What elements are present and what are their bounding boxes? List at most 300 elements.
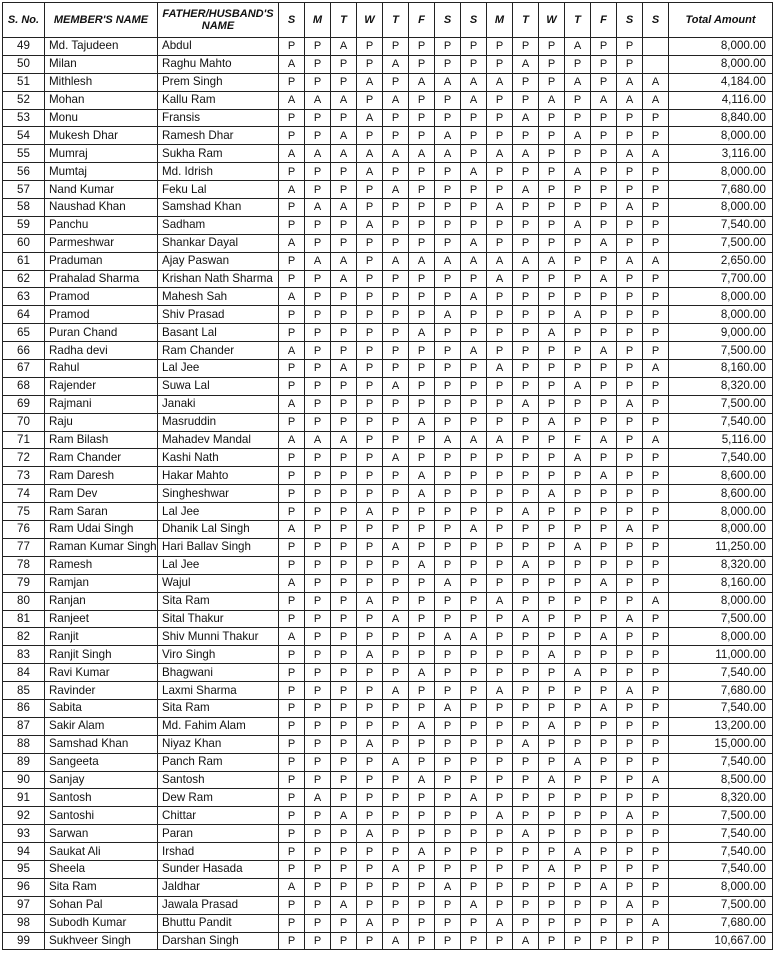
attendance-cell: P (591, 199, 617, 217)
attendance-cell: P (487, 449, 513, 467)
attendance-cell: P (487, 860, 513, 878)
attendance-cell: P (539, 342, 565, 360)
attendance-cell: P (357, 395, 383, 413)
attendance-cell: A (513, 610, 539, 628)
attendance-cell: P (617, 127, 643, 145)
total-amount-cell: 10,667.00 (669, 932, 773, 950)
attendance-cell: P (461, 538, 487, 556)
attendance-cell: P (513, 342, 539, 360)
attendance-cell: P (565, 574, 591, 592)
attendance-cell: P (279, 735, 305, 753)
attendance-cell: A (409, 717, 435, 735)
serial-number-cell: 55 (3, 145, 45, 163)
attendance-cell: P (539, 914, 565, 932)
attendance-cell: P (461, 610, 487, 628)
attendance-cell: P (617, 431, 643, 449)
attendance-cell: P (617, 860, 643, 878)
member-name-cell: Sabita (45, 699, 158, 717)
father-name-cell: Suwa Lal (158, 377, 279, 395)
attendance-cell: P (461, 38, 487, 56)
attendance-cell: P (331, 699, 357, 717)
attendance-cell: P (643, 556, 669, 574)
member-name-cell: Parmeshwar (45, 234, 158, 252)
attendance-cell: P (565, 860, 591, 878)
attendance-cell: P (409, 503, 435, 521)
attendance-cell: P (305, 342, 331, 360)
table-row (3, 38, 773, 56)
attendance-cell: P (461, 145, 487, 163)
attendance-cell: P (383, 485, 409, 503)
table-row (3, 753, 773, 771)
attendance-cell: P (539, 216, 565, 234)
attendance-cell: P (591, 807, 617, 825)
attendance-cell: P (409, 628, 435, 646)
father-name-cell: Dhanik Lal Singh (158, 521, 279, 539)
attendance-cell: A (513, 556, 539, 574)
father-name-cell: Shiv Prasad (158, 306, 279, 324)
attendance-cell: P (461, 843, 487, 861)
attendance-cell: P (383, 73, 409, 91)
attendance-cell: P (383, 896, 409, 914)
attendance-cell: P (461, 735, 487, 753)
attendance-cell: P (539, 360, 565, 378)
father-name-cell: Panch Ram (158, 753, 279, 771)
attendance-cell: A (331, 145, 357, 163)
attendance-cell: A (305, 199, 331, 217)
attendance-cell: P (383, 467, 409, 485)
attendance-cell: P (539, 735, 565, 753)
attendance-cell: P (357, 91, 383, 109)
attendance-cell: A (331, 360, 357, 378)
attendance-cell: P (513, 646, 539, 664)
header-father-name: FATHER/HUSBAND'S NAME (158, 3, 279, 38)
attendance-cell: P (383, 664, 409, 682)
table-row (3, 843, 773, 861)
attendance-cell: P (513, 699, 539, 717)
father-name-cell: Sukha Ram (158, 145, 279, 163)
attendance-cell: P (539, 431, 565, 449)
attendance-cell: P (435, 932, 461, 950)
table-row (3, 270, 773, 288)
member-name-cell: Ram Daresh (45, 467, 158, 485)
total-amount-cell: 7,540.00 (669, 216, 773, 234)
attendance-cell: P (565, 682, 591, 700)
attendance-cell: P (409, 699, 435, 717)
attendance-cell: P (435, 324, 461, 342)
serial-number-cell: 68 (3, 377, 45, 395)
serial-number-cell: 71 (3, 431, 45, 449)
attendance-cell: P (617, 216, 643, 234)
total-amount-cell: 8,000.00 (669, 288, 773, 306)
attendance-cell: P (305, 234, 331, 252)
attendance-cell: P (487, 896, 513, 914)
attendance-cell: P (513, 753, 539, 771)
attendance-cell: P (591, 538, 617, 556)
attendance-cell: P (383, 914, 409, 932)
attendance-cell: P (279, 932, 305, 950)
serial-number-cell: 99 (3, 932, 45, 950)
attendance-cell: P (487, 538, 513, 556)
attendance-cell: A (539, 771, 565, 789)
attendance-cell: P (539, 610, 565, 628)
attendance-cell: P (305, 699, 331, 717)
total-amount-cell: 7,540.00 (669, 860, 773, 878)
attendance-cell: P (539, 199, 565, 217)
member-name-cell: Rahul (45, 360, 158, 378)
attendance-cell: A (591, 878, 617, 896)
member-name-cell: Sheela (45, 860, 158, 878)
attendance-cell: A (565, 163, 591, 181)
attendance-cell: A (383, 449, 409, 467)
attendance-cell: A (565, 377, 591, 395)
attendance-cell: A (487, 73, 513, 91)
attendance-cell: A (643, 771, 669, 789)
attendance-cell: P (409, 199, 435, 217)
attendance-cell: P (539, 843, 565, 861)
member-name-cell: Ram Dev (45, 485, 158, 503)
attendance-cell: P (331, 628, 357, 646)
table-row (3, 252, 773, 270)
attendance-cell: P (357, 449, 383, 467)
serial-number-cell: 90 (3, 771, 45, 789)
attendance-cell: P (279, 485, 305, 503)
attendance-cell: P (539, 181, 565, 199)
serial-number-cell: 92 (3, 807, 45, 825)
table-row (3, 628, 773, 646)
attendance-cell: P (357, 467, 383, 485)
attendance-cell: P (487, 324, 513, 342)
attendance-cell: A (383, 377, 409, 395)
total-amount-cell: 8,320.00 (669, 377, 773, 395)
attendance-cell: P (461, 216, 487, 234)
attendance-cell: P (279, 610, 305, 628)
attendance-cell: P (487, 789, 513, 807)
attendance-cell: P (513, 467, 539, 485)
attendance-cell: P (331, 55, 357, 73)
attendance-cell: A (461, 789, 487, 807)
table-row (3, 771, 773, 789)
attendance-cell: P (643, 324, 669, 342)
attendance-cell: P (357, 485, 383, 503)
table-row (3, 342, 773, 360)
total-amount-cell: 7,500.00 (669, 807, 773, 825)
attendance-cell: P (461, 717, 487, 735)
total-amount-cell: 8,000.00 (669, 55, 773, 73)
attendance-cell: P (305, 932, 331, 950)
attendance-cell: P (279, 753, 305, 771)
attendance-cell: P (591, 914, 617, 932)
attendance-cell: P (539, 825, 565, 843)
attendance-cell: A (513, 181, 539, 199)
father-name-cell: Abdul (158, 38, 279, 56)
attendance-cell: P (461, 807, 487, 825)
attendance-cell: P (305, 717, 331, 735)
header-sno: S. No. (3, 3, 45, 38)
attendance-cell: P (409, 521, 435, 539)
serial-number-cell: 74 (3, 485, 45, 503)
attendance-cell: P (461, 664, 487, 682)
attendance-cell: A (461, 288, 487, 306)
attendance-cell: P (305, 109, 331, 127)
attendance-cell: P (487, 377, 513, 395)
attendance-cell: P (643, 485, 669, 503)
attendance-cell: P (617, 574, 643, 592)
attendance-cell: P (279, 38, 305, 56)
attendance-cell: P (643, 538, 669, 556)
attendance-cell: P (539, 932, 565, 950)
attendance-cell: A (383, 252, 409, 270)
serial-number-cell: 70 (3, 413, 45, 431)
attendance-cell: A (435, 574, 461, 592)
attendance-cell: P (539, 449, 565, 467)
attendance-cell: P (539, 127, 565, 145)
serial-number-cell: 80 (3, 592, 45, 610)
attendance-cell: P (513, 843, 539, 861)
father-name-cell: Raghu Mahto (158, 55, 279, 73)
member-name-cell: Monu (45, 109, 158, 127)
attendance-cell: P (617, 360, 643, 378)
table-row (3, 413, 773, 431)
attendance-cell: A (357, 503, 383, 521)
serial-number-cell: 94 (3, 843, 45, 861)
attendance-cell: P (279, 682, 305, 700)
attendance-cell: P (331, 163, 357, 181)
serial-number-cell: 93 (3, 825, 45, 843)
attendance-cell: P (383, 395, 409, 413)
father-name-cell: Ajay Paswan (158, 252, 279, 270)
table-row (3, 91, 773, 109)
attendance-cell: P (383, 574, 409, 592)
attendance-cell: P (461, 646, 487, 664)
attendance-cell: P (409, 807, 435, 825)
attendance-cell: P (383, 360, 409, 378)
total-amount-cell: 7,500.00 (669, 610, 773, 628)
table-row (3, 306, 773, 324)
attendance-cell: P (643, 664, 669, 682)
attendance-cell: P (591, 127, 617, 145)
attendance-cell: P (565, 55, 591, 73)
attendance-cell: P (617, 503, 643, 521)
attendance-cell: P (487, 413, 513, 431)
member-name-cell: Sangeeta (45, 753, 158, 771)
table-row (3, 467, 773, 485)
attendance-cell: A (513, 55, 539, 73)
attendance-cell: P (487, 503, 513, 521)
attendance-cell: P (539, 377, 565, 395)
attendance-cell: P (539, 556, 565, 574)
father-name-cell: Basant Lal (158, 324, 279, 342)
attendance-cell: A (591, 699, 617, 717)
attendance-cell: A (643, 73, 669, 91)
member-name-cell: Mithlesh (45, 73, 158, 91)
attendance-cell: P (383, 127, 409, 145)
attendance-cell: P (539, 270, 565, 288)
header-day: S (435, 3, 461, 38)
attendance-cell: P (409, 127, 435, 145)
attendance-cell: P (565, 610, 591, 628)
attendance-cell: P (513, 628, 539, 646)
attendance-cell: F (565, 431, 591, 449)
attendance-cell: P (383, 592, 409, 610)
attendance-cell: P (305, 610, 331, 628)
attendance-cell: A (331, 91, 357, 109)
attendance-cell: P (279, 592, 305, 610)
attendance-cell: P (279, 270, 305, 288)
table-row (3, 288, 773, 306)
attendance-cell: A (513, 145, 539, 163)
attendance-cell: P (357, 270, 383, 288)
table-row (3, 592, 773, 610)
attendance-cell: P (435, 664, 461, 682)
attendance-cell: A (357, 216, 383, 234)
attendance-cell: P (435, 753, 461, 771)
father-name-cell: Viro Singh (158, 646, 279, 664)
attendance-cell: P (305, 771, 331, 789)
attendance-cell: P (591, 735, 617, 753)
attendance-cell: P (539, 163, 565, 181)
attendance-cell: P (331, 109, 357, 127)
attendance-cell: P (617, 306, 643, 324)
serial-number-cell: 83 (3, 646, 45, 664)
attendance-cell: P (331, 181, 357, 199)
attendance-cell: P (357, 234, 383, 252)
attendance-cell: P (435, 521, 461, 539)
total-amount-cell: 8,000.00 (669, 306, 773, 324)
attendance-cell: P (279, 556, 305, 574)
attendance-cell: P (279, 377, 305, 395)
attendance-cell: A (409, 467, 435, 485)
father-name-cell: Bhagwani (158, 664, 279, 682)
member-name-cell: Ranjit (45, 628, 158, 646)
attendance-cell: P (565, 145, 591, 163)
attendance-cell: P (617, 664, 643, 682)
member-name-cell: Samshad Khan (45, 735, 158, 753)
member-name-cell: Sakir Alam (45, 717, 158, 735)
attendance-cell: A (383, 753, 409, 771)
attendance-cell: P (487, 38, 513, 56)
attendance-cell: P (617, 342, 643, 360)
attendance-cell: P (331, 574, 357, 592)
attendance-cell: A (487, 145, 513, 163)
attendance-cell: P (461, 449, 487, 467)
attendance-cell: P (435, 270, 461, 288)
attendance-cell: P (279, 914, 305, 932)
father-name-cell: Lal Jee (158, 360, 279, 378)
table-row (3, 556, 773, 574)
attendance-cell: P (357, 324, 383, 342)
table-row (3, 610, 773, 628)
member-name-cell: Raju (45, 413, 158, 431)
attendance-cell: P (435, 199, 461, 217)
attendance-cell: A (643, 145, 669, 163)
serial-number-cell: 56 (3, 163, 45, 181)
header-day: S (461, 3, 487, 38)
attendance-cell: P (279, 413, 305, 431)
serial-number-cell: 49 (3, 38, 45, 56)
attendance-cell: P (409, 181, 435, 199)
attendance-cell: A (279, 395, 305, 413)
attendance-cell: P (565, 914, 591, 932)
attendance-cell: P (461, 503, 487, 521)
attendance-cell: P (513, 288, 539, 306)
attendance-cell: P (305, 449, 331, 467)
attendance-cell: P (383, 771, 409, 789)
attendance-cell: A (461, 234, 487, 252)
attendance-cell: P (643, 682, 669, 700)
member-name-cell: Prahalad Sharma (45, 270, 158, 288)
attendance-cell: P (383, 431, 409, 449)
total-amount-cell: 8,320.00 (669, 556, 773, 574)
attendance-cell: A (409, 843, 435, 861)
attendance-cell: A (591, 628, 617, 646)
attendance-cell: P (565, 342, 591, 360)
father-name-cell: Chittar (158, 807, 279, 825)
attendance-cell: P (461, 377, 487, 395)
attendance-cell: A (617, 682, 643, 700)
attendance-cell: P (279, 216, 305, 234)
attendance-cell: P (409, 270, 435, 288)
attendance-cell: P (331, 521, 357, 539)
attendance-cell: P (357, 521, 383, 539)
attendance-cell: P (409, 449, 435, 467)
father-name-cell: Niyaz Khan (158, 735, 279, 753)
header-day: M (305, 3, 331, 38)
attendance-cell: A (279, 521, 305, 539)
table-row (3, 181, 773, 199)
attendance-cell: P (591, 306, 617, 324)
attendance-cell: P (279, 360, 305, 378)
father-name-cell: Shiv Munni Thakur (158, 628, 279, 646)
attendance-cell: P (357, 38, 383, 56)
attendance-cell: P (279, 306, 305, 324)
attendance-cell: P (331, 682, 357, 700)
attendance-cell: P (591, 771, 617, 789)
attendance-cell: P (357, 610, 383, 628)
attendance-cell: P (435, 556, 461, 574)
attendance-cell: P (279, 789, 305, 807)
attendance-cell: P (383, 735, 409, 753)
table-row (3, 789, 773, 807)
serial-number-cell: 81 (3, 610, 45, 628)
attendance-cell: A (565, 753, 591, 771)
total-amount-cell: 7,500.00 (669, 395, 773, 413)
attendance-cell: A (279, 55, 305, 73)
attendance-cell: P (305, 896, 331, 914)
attendance-cell: P (331, 413, 357, 431)
attendance-cell: P (487, 521, 513, 539)
attendance-cell: P (539, 699, 565, 717)
attendance-cell: P (591, 556, 617, 574)
attendance-cell: A (539, 252, 565, 270)
attendance-cell: A (461, 73, 487, 91)
attendance-cell: P (331, 216, 357, 234)
serial-number-cell: 79 (3, 574, 45, 592)
attendance-cell: P (539, 38, 565, 56)
attendance-cell: P (305, 538, 331, 556)
member-name-cell: Nand Kumar (45, 181, 158, 199)
total-amount-cell: 8,000.00 (669, 878, 773, 896)
total-amount-cell: 7,540.00 (669, 413, 773, 431)
attendance-cell: P (383, 288, 409, 306)
table-row (3, 807, 773, 825)
attendance-cell: P (305, 556, 331, 574)
attendance-cell: P (643, 521, 669, 539)
attendance-cell: P (617, 377, 643, 395)
attendance-cell: P (383, 717, 409, 735)
attendance-cell: P (617, 181, 643, 199)
attendance-cell: P (539, 807, 565, 825)
attendance-cell: A (461, 342, 487, 360)
